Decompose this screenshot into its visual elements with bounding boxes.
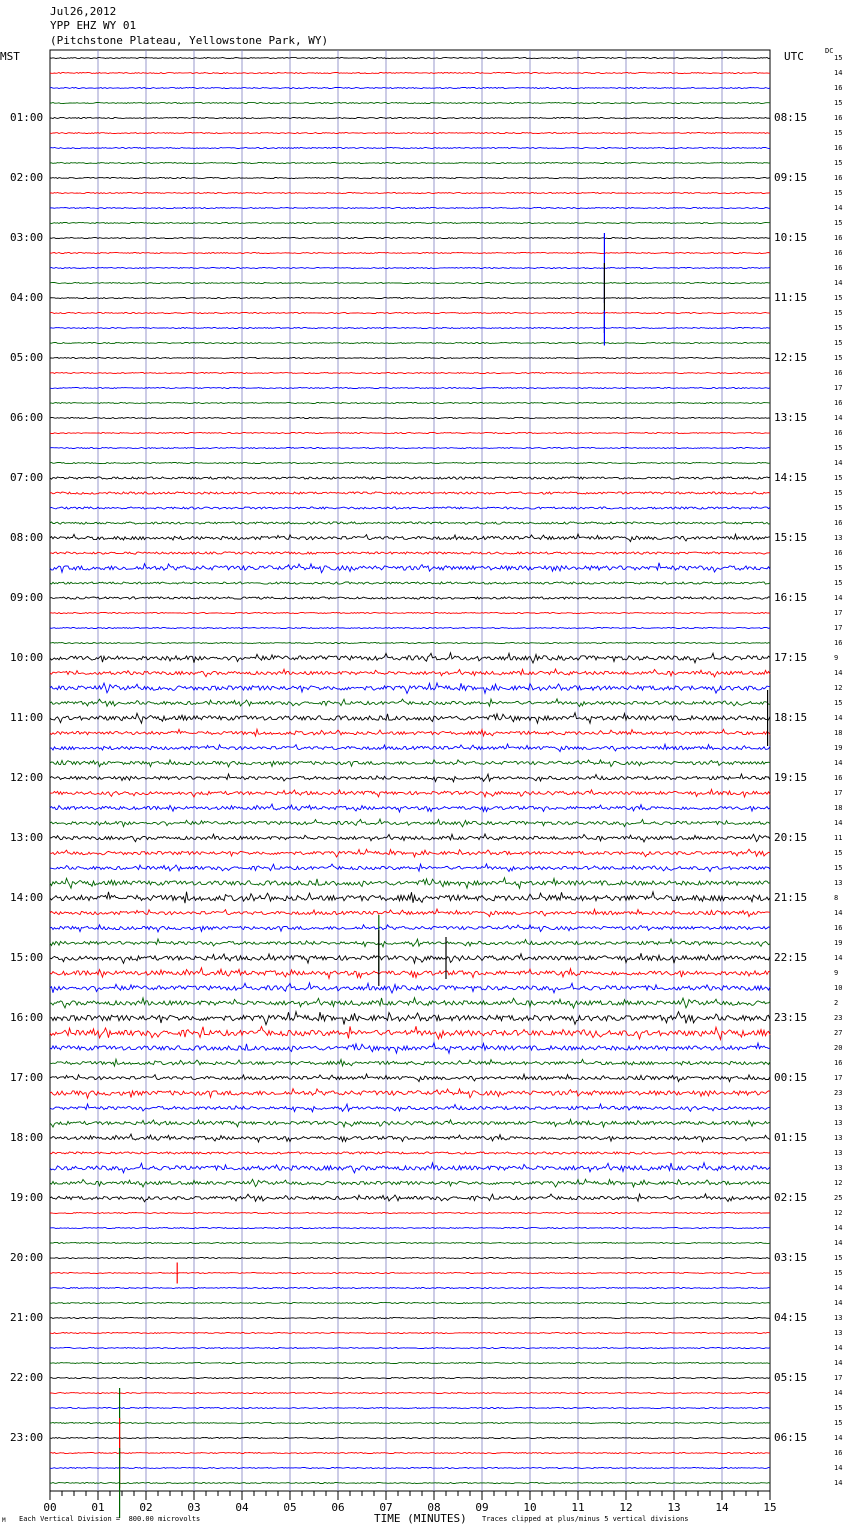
x-tick-label: 08 xyxy=(427,1501,441,1514)
dc-offset-value: 13 xyxy=(834,1134,843,1142)
x-tick-label: 04 xyxy=(235,1501,249,1514)
dc-offset-value: 15 xyxy=(834,324,843,332)
dc-offset-value: 16 xyxy=(834,399,843,407)
dc-offset-value: 16 xyxy=(834,369,843,377)
dc-offset-value: 14 xyxy=(834,69,843,77)
left-hour-label: 09:00 xyxy=(10,591,44,604)
dc-offset-value: 16 xyxy=(834,84,843,92)
right-hour-label: 02:15 xyxy=(774,1191,808,1204)
dc-offset-value: 15 xyxy=(834,1254,843,1262)
trace-line xyxy=(50,373,770,374)
right-hour-label: 06:15 xyxy=(774,1431,808,1444)
trace-line xyxy=(50,1194,770,1202)
trace-line xyxy=(50,1318,770,1319)
dc-offset-value: 17 xyxy=(834,1074,843,1082)
right-hour-label: 19:15 xyxy=(774,771,808,784)
trace-line xyxy=(50,1074,770,1082)
trace-line xyxy=(50,804,770,812)
x-tick-label: 03 xyxy=(187,1501,201,1514)
dc-offset-value: 18 xyxy=(834,729,843,737)
right-hour-label: 23:15 xyxy=(774,1011,808,1024)
right-hour-label: 10:15 xyxy=(774,231,808,244)
trace-line xyxy=(50,73,770,74)
dc-offset-value: 15 xyxy=(834,849,843,857)
dc-offset-value: 8 xyxy=(834,894,839,902)
trace-line xyxy=(50,298,770,299)
trace-line xyxy=(50,834,770,842)
m-mark: M xyxy=(2,1517,6,1524)
left-hour-label: 08:00 xyxy=(10,531,44,544)
left-hour-label: 11:00 xyxy=(10,711,44,724)
trace-line xyxy=(50,864,770,872)
right-hour-label: 14:15 xyxy=(774,471,808,484)
dc-offset-value: 15 xyxy=(834,564,843,572)
dc-offset-value: 9 xyxy=(834,969,839,977)
dc-offset-value: 9 xyxy=(834,654,839,662)
trace-line xyxy=(50,534,770,542)
trace-line xyxy=(50,1026,770,1039)
trace-line xyxy=(50,669,770,677)
trace-line xyxy=(50,1243,770,1244)
dc-offset-value: 14 xyxy=(834,1299,843,1307)
dc-offset-value: 10 xyxy=(834,984,843,992)
left-hour-label: 02:00 xyxy=(10,171,44,184)
division-note: Each Vertical Division = 800.00 microvolts xyxy=(19,1515,201,1523)
trace-line xyxy=(50,1228,770,1229)
dc-offset-value: 16 xyxy=(834,264,843,272)
trace-line xyxy=(50,744,770,752)
dc-offset-value: 15 xyxy=(834,1404,843,1412)
left-hour-label: 04:00 xyxy=(10,291,44,304)
trace-line xyxy=(50,699,770,707)
x-tick-label: 07 xyxy=(379,1501,393,1514)
dc-offset-value: 20 xyxy=(834,1044,843,1052)
trace-line xyxy=(50,789,770,797)
x-tick-label: 01 xyxy=(91,1501,105,1514)
dc-offset-value: 13 xyxy=(834,1314,843,1322)
trace-line xyxy=(50,507,770,509)
trace-line xyxy=(50,238,770,239)
x-tick-label: 02 xyxy=(139,1501,153,1514)
trace-line xyxy=(50,713,770,724)
dc-header-label: DC xyxy=(825,47,834,55)
trace-line xyxy=(50,582,770,584)
dc-offset-value: 16 xyxy=(834,249,843,257)
dc-offset-value: 16 xyxy=(834,1059,843,1067)
left-hour-label: 18:00 xyxy=(10,1131,44,1144)
dc-offset-value: 13 xyxy=(834,1104,843,1112)
trace-line xyxy=(50,1163,770,1173)
trace-line xyxy=(50,653,770,663)
plot-frame xyxy=(50,50,770,1491)
dc-offset-value: 27 xyxy=(834,1029,843,1037)
right-hour-label: 21:15 xyxy=(774,891,808,904)
x-tick-label: 13 xyxy=(667,1501,681,1514)
dc-offset-value: 16 xyxy=(834,144,843,152)
trace-line xyxy=(50,909,770,917)
trace-line xyxy=(50,1152,770,1154)
trace-line xyxy=(50,492,770,494)
trace-line xyxy=(50,1059,770,1066)
dc-offset-value: 13 xyxy=(834,1164,843,1172)
right-hour-label: 00:15 xyxy=(774,1071,808,1084)
dc-offset-value: 15 xyxy=(834,54,843,62)
trace-line xyxy=(50,819,770,827)
dc-offset-value: 18 xyxy=(834,804,843,812)
trace-line xyxy=(50,1043,770,1054)
dc-offset-value: 13 xyxy=(834,1119,843,1127)
dc-offset-value: 16 xyxy=(834,549,843,557)
x-axis-title: TIME (MINUTES) xyxy=(374,1512,467,1525)
trace-line xyxy=(50,448,770,449)
right-hour-label: 13:15 xyxy=(774,411,808,424)
trace-line xyxy=(50,208,770,209)
left-timezone-label: MST xyxy=(0,50,20,63)
trace-line xyxy=(50,613,770,614)
left-hour-label: 22:00 xyxy=(10,1371,44,1384)
trace-line xyxy=(50,1258,770,1259)
dc-offset-value: 14 xyxy=(834,279,843,287)
dc-offset-value: 16 xyxy=(834,924,843,932)
right-hour-label: 05:15 xyxy=(774,1371,808,1384)
trace-line xyxy=(50,148,770,149)
left-hour-label: 03:00 xyxy=(10,231,44,244)
dc-offset-value: 16 xyxy=(834,1449,843,1457)
trace-line xyxy=(50,1213,770,1214)
trace-line xyxy=(50,983,770,993)
dc-offset-value: 16 xyxy=(834,639,843,647)
dc-offset-value: 12 xyxy=(834,1179,843,1187)
dc-offset-value: 14 xyxy=(834,459,843,467)
trace-line xyxy=(50,552,770,554)
dc-offset-value: 13 xyxy=(834,879,843,887)
trace-line xyxy=(50,1303,770,1304)
dc-offset-value: 25 xyxy=(834,1194,843,1202)
dc-offset-value: 17 xyxy=(834,609,843,617)
trace-line xyxy=(50,628,770,629)
trace-line xyxy=(50,283,770,284)
dc-offset-value: 14 xyxy=(834,954,843,962)
trace-line xyxy=(50,1453,770,1454)
dc-offset-value: 16 xyxy=(834,234,843,242)
trace-line xyxy=(50,1134,770,1142)
right-hour-label: 09:15 xyxy=(774,171,808,184)
trace-line xyxy=(50,133,770,134)
x-tick-label: 05 xyxy=(283,1501,297,1514)
dc-offset-value: 2 xyxy=(834,999,839,1007)
trace-line xyxy=(50,1378,770,1379)
left-hour-label: 14:00 xyxy=(10,891,44,904)
right-hour-label: 11:15 xyxy=(774,291,808,304)
dc-offset-value: 14 xyxy=(834,204,843,212)
trace-line xyxy=(50,774,770,782)
dc-offset-value: 15 xyxy=(834,219,843,227)
trace-line xyxy=(50,563,770,573)
trace-line xyxy=(50,683,770,694)
dc-offset-value: 16 xyxy=(834,114,843,122)
dc-offset-value: 15 xyxy=(834,579,843,587)
dc-offset-value: 15 xyxy=(834,294,843,302)
trace-line xyxy=(50,103,770,104)
plot-date: Jul26,2012 xyxy=(50,5,117,18)
dc-offset-value: 14 xyxy=(834,669,843,677)
trace-line xyxy=(50,968,770,979)
trace-line xyxy=(50,1363,770,1364)
trace-line xyxy=(50,849,770,857)
station-code: YPP EHZ WY 01 xyxy=(50,19,137,32)
dc-offset-value: 13 xyxy=(834,534,843,542)
dc-offset-value: 14 xyxy=(834,1344,843,1352)
dc-offset-value: 17 xyxy=(834,789,843,797)
left-hour-label: 13:00 xyxy=(10,831,44,844)
trace-line xyxy=(50,597,770,599)
dc-offset-value: 15 xyxy=(834,354,843,362)
dc-offset-value: 17 xyxy=(834,384,843,392)
trace-line xyxy=(50,343,770,344)
trace-line xyxy=(50,953,770,963)
trace-line xyxy=(50,878,770,889)
dc-offset-value: 23 xyxy=(834,1014,843,1022)
trace-line xyxy=(50,1273,770,1274)
left-hour-label: 01:00 xyxy=(10,111,44,124)
right-hour-label: 01:15 xyxy=(774,1131,808,1144)
trace-line xyxy=(50,88,770,89)
dc-offset-value: 17 xyxy=(834,1374,843,1382)
trace-line xyxy=(50,118,770,119)
dc-offset-value: 14 xyxy=(834,909,843,917)
dc-offset-value: 16 xyxy=(834,519,843,527)
trace-line xyxy=(50,268,770,269)
x-tick-label: 09 xyxy=(475,1501,489,1514)
dc-offset-value: 15 xyxy=(834,504,843,512)
dc-offset-value: 15 xyxy=(834,129,843,137)
trace-line xyxy=(50,1179,770,1187)
dc-offset-value: 13 xyxy=(834,1149,843,1157)
right-hour-label: 12:15 xyxy=(774,351,808,364)
trace-line xyxy=(50,223,770,224)
trace-line xyxy=(50,1089,770,1099)
trace-line xyxy=(50,998,770,1008)
right-hour-label: 17:15 xyxy=(774,651,808,664)
dc-offset-value: 14 xyxy=(834,1389,843,1397)
left-hour-label: 19:00 xyxy=(10,1191,44,1204)
dc-offset-value: 14 xyxy=(834,819,843,827)
dc-offset-value: 15 xyxy=(834,864,843,872)
dc-offset-value: 16 xyxy=(834,429,843,437)
dc-offset-value: 15 xyxy=(834,474,843,482)
dc-offset-value: 14 xyxy=(834,1284,843,1292)
dc-offset-value: 15 xyxy=(834,159,843,167)
left-hour-label: 23:00 xyxy=(10,1431,44,1444)
station-location: (Pitchstone Plateau, Yellowstone Park, WY) xyxy=(50,34,329,47)
dc-offset-value: 19 xyxy=(834,939,843,947)
right-hour-label: 03:15 xyxy=(774,1251,808,1264)
trace-line xyxy=(50,1288,770,1289)
right-timezone-label: UTC xyxy=(784,50,804,63)
dc-offset-value: 16 xyxy=(834,174,843,182)
trace-line xyxy=(50,1438,770,1439)
dc-offset-value: 14 xyxy=(834,594,843,602)
dc-offset-value: 15 xyxy=(834,339,843,347)
trace-line xyxy=(50,313,770,314)
trace-line xyxy=(50,1348,770,1349)
dc-offset-value: 16 xyxy=(834,774,843,782)
x-tick-label: 15 xyxy=(763,1501,777,1514)
x-tick-label: 14 xyxy=(715,1501,729,1514)
left-hour-label: 12:00 xyxy=(10,771,44,784)
trace-line xyxy=(50,477,770,479)
trace-line xyxy=(50,1483,770,1484)
trace-line xyxy=(50,522,770,524)
trace-line xyxy=(50,1012,770,1025)
dc-offset-value: 17 xyxy=(834,624,843,632)
dc-offset-value: 14 xyxy=(834,1434,843,1442)
trace-line xyxy=(50,1393,770,1394)
trace-line xyxy=(50,1333,770,1334)
dc-offset-value: 15 xyxy=(834,444,843,452)
dc-offset-value: 12 xyxy=(834,1209,843,1217)
trace-line xyxy=(50,463,770,464)
trace-line xyxy=(50,1119,770,1127)
trace-line xyxy=(50,729,770,736)
right-hour-label: 08:15 xyxy=(774,111,808,124)
right-hour-label: 20:15 xyxy=(774,831,808,844)
dc-offset-value: 14 xyxy=(834,714,843,722)
dc-offset-value: 14 xyxy=(834,1479,843,1487)
trace-line xyxy=(50,760,770,767)
trace-line xyxy=(50,178,770,179)
dc-offset-value: 14 xyxy=(834,414,843,422)
trace-line xyxy=(50,1408,770,1409)
left-hour-label: 21:00 xyxy=(10,1311,44,1324)
x-tick-label: 12 xyxy=(619,1501,633,1514)
dc-offset-value: 14 xyxy=(834,1464,843,1472)
dc-offset-value: 14 xyxy=(834,759,843,767)
trace-line xyxy=(50,892,770,904)
dc-offset-value: 15 xyxy=(834,489,843,497)
left-hour-label: 20:00 xyxy=(10,1251,44,1264)
trace-line xyxy=(50,433,770,434)
dc-offset-value: 15 xyxy=(834,1269,843,1277)
left-hour-label: 15:00 xyxy=(10,951,44,964)
dc-offset-value: 14 xyxy=(834,1359,843,1367)
trace-line xyxy=(50,643,770,644)
left-hour-label: 17:00 xyxy=(10,1071,44,1084)
trace-line xyxy=(50,1468,770,1469)
trace-line xyxy=(50,358,770,359)
x-tick-label: 06 xyxy=(331,1501,345,1514)
trace-line xyxy=(50,58,770,59)
trace-line xyxy=(50,388,770,389)
dc-offset-value: 15 xyxy=(834,99,843,107)
left-hour-label: 06:00 xyxy=(10,411,44,424)
dc-offset-value: 15 xyxy=(834,1419,843,1427)
x-tick-label: 11 xyxy=(571,1501,585,1514)
trace-line xyxy=(50,253,770,254)
dc-offset-value: 14 xyxy=(834,1239,843,1247)
dc-offset-value: 15 xyxy=(834,309,843,317)
trace-line xyxy=(50,1423,770,1424)
right-hour-label: 04:15 xyxy=(774,1311,808,1324)
trace-line xyxy=(50,328,770,329)
x-tick-label: 10 xyxy=(523,1501,537,1514)
dc-offset-value: 15 xyxy=(834,189,843,197)
dc-offset-value: 14 xyxy=(834,1224,843,1232)
trace-line xyxy=(50,1104,770,1112)
trace-line xyxy=(50,163,770,164)
x-tick-label: 00 xyxy=(43,1501,57,1514)
trace-line xyxy=(50,925,770,932)
trace-line xyxy=(50,193,770,194)
right-hour-label: 18:15 xyxy=(774,711,808,724)
dc-offset-value: 23 xyxy=(834,1089,843,1097)
dc-offset-value: 19 xyxy=(834,744,843,752)
left-hour-label: 16:00 xyxy=(10,1011,44,1024)
left-hour-label: 05:00 xyxy=(10,351,44,364)
dc-offset-value: 13 xyxy=(834,1329,843,1337)
left-hour-label: 10:00 xyxy=(10,651,44,664)
dc-offset-value: 12 xyxy=(834,684,843,692)
left-hour-label: 07:00 xyxy=(10,471,44,484)
trace-line xyxy=(50,403,770,404)
dc-offset-value: 11 xyxy=(834,834,843,842)
trace-line xyxy=(50,939,770,947)
right-hour-label: 15:15 xyxy=(774,531,808,544)
right-hour-label: 22:15 xyxy=(774,951,808,964)
trace-line xyxy=(50,418,770,419)
clip-note: Traces clipped at plus/minus 5 vertical divisions xyxy=(482,1515,689,1523)
right-hour-label: 16:15 xyxy=(774,591,808,604)
dc-offset-value: 15 xyxy=(834,699,843,707)
